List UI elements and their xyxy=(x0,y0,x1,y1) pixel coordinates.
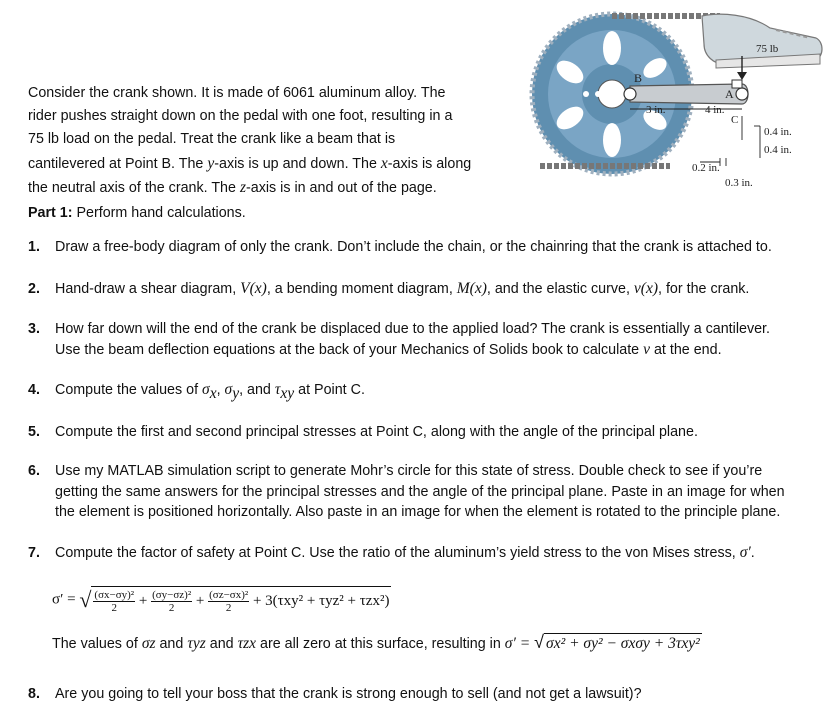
dim-04-bottom: 0.4 in. xyxy=(764,144,792,156)
dim-3in: 3 in. xyxy=(646,104,666,116)
crank-figure xyxy=(520,8,830,190)
dim-03: 0.3 in. xyxy=(725,177,753,189)
dim-04-top: 0.4 in. xyxy=(764,126,792,138)
note-line: The values of σz and τyz and τzx are all zero at this surface, resulting in σ′ = √ σx² + σy² − σxσy + 3τxy² xyxy=(52,632,700,652)
part-heading: Part 1: Perform hand calculations. xyxy=(28,205,246,221)
load-label: 75 lb xyxy=(756,43,779,55)
intro-paragraph xyxy=(28,82,508,200)
von-mises-formula: σ′ = √ $\frac{\text{(σx−σy)²}}{2}$ + $\frac{\text{(σy−σz)²}}{2}$ + $\frac{\text{(σz−σx)²}}{2}$ + 3(τxy² + τyz² + τzx²) xyxy=(52,587,390,614)
intro-line: Consider the crank shown. It is made of 6061 aluminum alloy. The xyxy=(28,85,446,101)
intro-line: the neutral axis of the crank. The z-axis is in and out of the page. xyxy=(28,178,437,196)
intro-line: 75 lb load on the pedal. Treat the crank like a beam that is xyxy=(28,131,396,148)
point-a-label: A xyxy=(725,87,734,101)
intro-line: rider pushes straight down on the pedal with one foot, resulting in a xyxy=(28,108,453,125)
point-c-label: C xyxy=(731,114,739,126)
shoe xyxy=(702,14,822,68)
dim-4in: 4 in. xyxy=(705,104,725,116)
intro-line: cantilevered at Point B. The y-axis is up and down. The x-axis is along xyxy=(28,154,472,172)
point-b-label: B xyxy=(634,71,643,85)
dim-02: 0.2 in. xyxy=(692,162,720,174)
